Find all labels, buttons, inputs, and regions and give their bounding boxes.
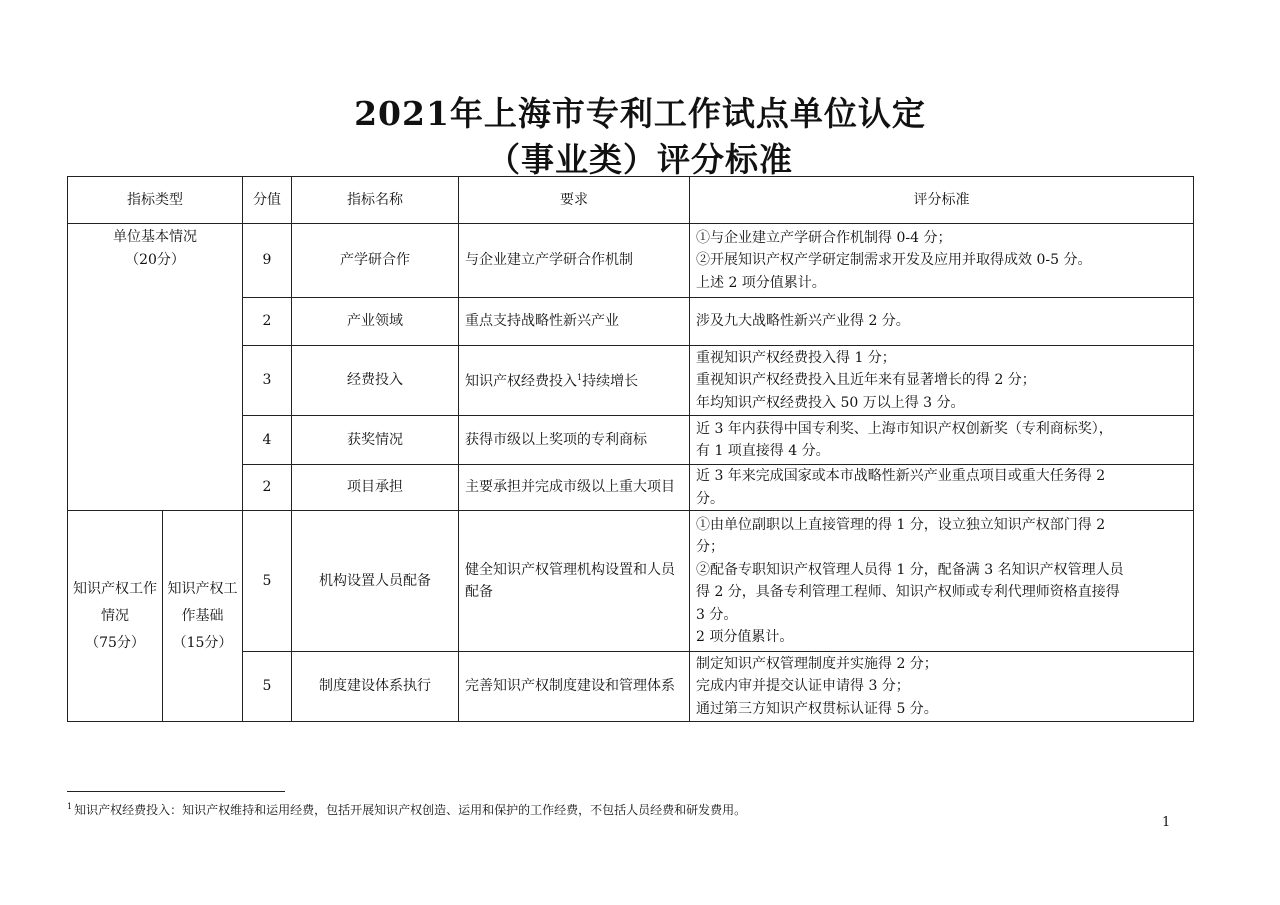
page-number: 1 (1162, 815, 1171, 830)
table-header-row (68, 177, 1194, 224)
criteria-line: 近 3 年内获得中国专利奖、上海市知识产权创新奖（专利商标奖）， (696, 420, 1113, 437)
row-indicator-name: 制度建设体系执行 (292, 652, 459, 722)
criteria-line: 年均知识产权经费投入 50 万以上得 3 分。 (696, 394, 965, 411)
row-requirement: 获得市级以上奖项的专利商标 (459, 416, 690, 465)
row-criteria (690, 652, 1194, 722)
row-criteria (690, 224, 1194, 298)
row-criteria (690, 346, 1194, 416)
scoring-table (67, 176, 1194, 722)
row-indicator-name: 产业领域 (292, 298, 459, 346)
group-basic-info-name: 单位基本情况 (113, 229, 197, 245)
criteria-line: 得 2 分，具备专利管理工程师、知识产权师或专利代理师资格直接得 (696, 584, 1120, 600)
group-ip-work-score: （75分） (85, 634, 145, 651)
row-criteria (690, 511, 1194, 652)
footnote-reference: 1 (577, 373, 583, 383)
subgroup-ip-foundation-name: 知识产权工作基础 (167, 580, 238, 624)
criteria-line: ①由单位副职以上直接管理的得 1 分，设立独立知识产权部门得 2 (696, 516, 1106, 533)
criteria-line: 重视知识产权经费投入得 1 分； (696, 349, 896, 366)
title-line-1: 2021年上海市专利工作试点单位认定 (354, 94, 926, 133)
row-requirement (459, 346, 690, 416)
criteria-line: 上述 2 项分值累计。 (696, 274, 826, 291)
criteria-line: 重视知识产权经费投入且近年来有显著增长的得 2 分； (696, 372, 1036, 389)
group-basic-info-score: （20分） (125, 251, 185, 268)
table-row (68, 511, 1194, 652)
row-requirement: 健全知识产权管理机构设置和人员配备 (459, 511, 690, 652)
row-requirement: 主要承担并完成市级以上重大项目 (459, 465, 690, 511)
row-score: 9 (243, 224, 292, 298)
row-score: 5 (243, 511, 292, 652)
row-indicator-name: 产学研合作 (292, 224, 459, 298)
header-indicator-name: 指标名称 (292, 177, 459, 224)
table-row (68, 224, 1194, 298)
criteria-line: 近 3 年来完成国家或本市战略性新兴产业重点项目或重大任务得 2 (696, 468, 1106, 484)
group-ip-work-name: 知识产权工作情况 (73, 580, 157, 624)
row-score: 3 (243, 346, 292, 416)
header-indicator-type: 指标类型 (68, 177, 243, 224)
criteria-line: 3 分。 (696, 606, 738, 623)
header-requirement: 要求 (459, 177, 690, 224)
criteria-line: ②开展知识产权产学研定制需求开发及应用并取得成效 0-5 分。 (696, 252, 1092, 269)
row-score: 4 (243, 416, 292, 465)
criteria-line: 制定知识产权管理制度并实施得 2 分； (696, 655, 938, 672)
row-indicator-name: 项目承担 (292, 465, 459, 511)
title-line-2: （事业类）评分标准 (487, 140, 793, 179)
criteria-line: 通过第三方知识产权贯标认证得 5 分。 (696, 700, 938, 717)
criteria-line: 2 项分值累计。 (696, 629, 794, 645)
row-score: 2 (243, 465, 292, 511)
criteria-line: 涉及九大战略性新兴产业得 2 分。 (696, 313, 910, 330)
group-basic-info (68, 224, 243, 511)
row-indicator-name: 获奖情况 (292, 416, 459, 465)
row-indicator-name: 机构设置人员配备 (292, 511, 459, 652)
row-criteria (690, 298, 1194, 346)
criteria-line: 完成内审并提交认证申请得 3 分； (696, 678, 910, 695)
criteria-line: ①与企业建立产学研合作机制得 0-4 分； (696, 229, 952, 246)
header-criteria: 评分标准 (690, 177, 1194, 224)
header-score: 分值 (243, 177, 292, 224)
row-requirement: 与企业建立产学研合作机制 (459, 224, 690, 298)
footnote-marker: 1 (67, 802, 73, 811)
footnote-text: 知识产权经费投入：知识产权维持和运用经费，包括开展知识产权创造、运用和保护的工作经费，不包括人员经费和研发费用。 (74, 803, 747, 817)
row-criteria (690, 416, 1194, 465)
subgroup-ip-foundation (163, 511, 243, 722)
requirement-text: 知识产权经费投入 (465, 374, 577, 391)
footnote-divider (67, 791, 285, 792)
criteria-line: 分。 (696, 490, 724, 507)
row-score: 2 (243, 298, 292, 346)
row-indicator-name: 经费投入 (292, 346, 459, 416)
group-ip-work (68, 511, 163, 722)
row-requirement: 完善知识产权制度建设和管理体系 (459, 652, 690, 722)
criteria-line: ②配备专职知识产权管理人员得 1 分，配备满 3 名知识产权管理人员 (696, 561, 1124, 578)
criteria-line: 分； (696, 539, 724, 555)
row-criteria (690, 465, 1194, 511)
requirement-text-after: 持续增长 (582, 374, 639, 391)
footnote (67, 801, 746, 818)
row-score: 5 (243, 652, 292, 722)
row-requirement: 重点支持战略性新兴产业 (459, 298, 690, 346)
criteria-line: 有 1 项直接得 4 分。 (696, 443, 830, 459)
subgroup-ip-foundation-score: （15分） (172, 634, 233, 651)
